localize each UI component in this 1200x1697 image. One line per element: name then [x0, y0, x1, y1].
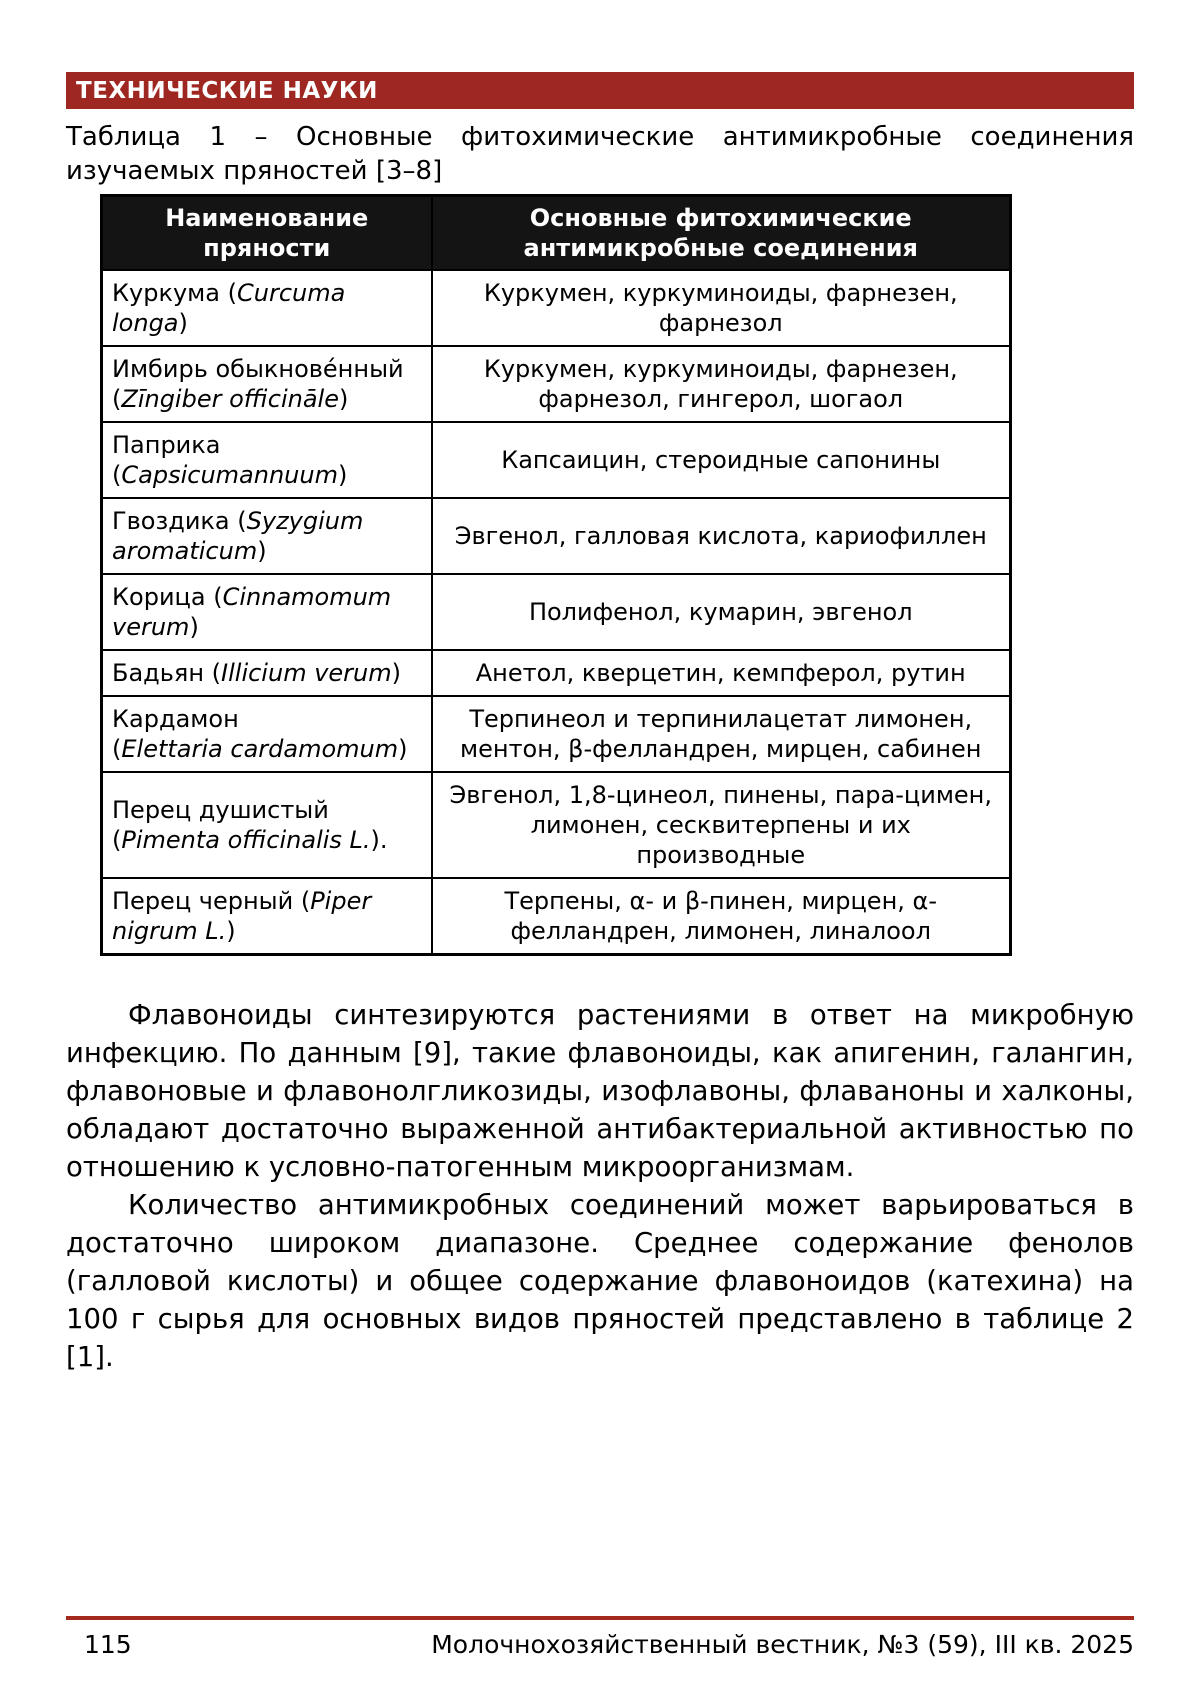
spice-name-text: Перец душистый ( [112, 796, 329, 854]
header-cell-compounds: Основные фитохимические антимикробные соединения [432, 196, 1011, 271]
paragraph-quantity: Количество антимикробных соединений может варьироваться в достаточно широком диапазоне. Среднее содержание фенолов (галловой кислоты) и общее содержание флавоноидов (катехина) на 100 г сырья для основных видов пряностей представлено в таблице 2 [1]. [66, 1189, 1134, 1373]
spice-name-text: ) [178, 309, 188, 337]
spice-name-text: ) [398, 735, 408, 763]
compounds-cell: Куркумен, куркуминоиды, фарнезен, фарнезол, гингерол, шогаол [432, 346, 1011, 422]
table-row [102, 696, 1011, 772]
compounds-cell: Терпинеол и терпинилацетат лимонен, ментон, β-фелландрен, мирцен, сабинен [432, 696, 1011, 772]
spice-name-text: Гвоздика ( [112, 507, 247, 535]
spice-latin-name: Cinnamomum verum [112, 583, 392, 641]
section-header-bar [66, 72, 1134, 109]
spice-name-cell [102, 574, 432, 650]
spice-latin-name: Illicium verum [221, 659, 392, 687]
footer-rule [66, 1616, 1134, 1620]
spice-name-cell [102, 270, 432, 346]
spice-name-cell [102, 498, 432, 574]
table-row [102, 498, 1011, 574]
spice-name-text: Имбирь обыкнове́нный ( [112, 355, 404, 413]
spice-name-cell [102, 650, 432, 696]
spice-latin-name: Syzygium aromaticum [112, 507, 364, 565]
footer [66, 1630, 1134, 1659]
journal-info: Молочнохозяйственный вестник, №3 (59), III кв. 2025 [431, 1630, 1134, 1659]
compounds-cell: Эвгенол, галловая кислота, кариофиллен [432, 498, 1011, 574]
spice-name-text: ) [189, 613, 199, 641]
spice-latin-name: Piper nigrum L. [112, 887, 372, 945]
spice-name-text: ). [370, 826, 388, 854]
compounds-cell: Анетол, кверцетин, кемпферол, рутин [432, 650, 1011, 696]
paragraph-flavonoids: Флавоноиды синтезируются растениями в ответ на микробную инфекцию. По данным [9], такие флавоноиды, как апигенин, галангин, флавоновые и флавонолгликозиды, изофлавоны, флаваноны и халконы, обладают достаточно выраженной антибактериальной активностью по отношению к условно-патогенным микроорганизмам. [66, 999, 1134, 1183]
header-cell-spice-name: Наименование пряности [102, 196, 432, 271]
spice-name-text: Перец черный ( [112, 887, 311, 915]
table-row [102, 772, 1011, 878]
table-row [102, 270, 1011, 346]
table-row [102, 346, 1011, 422]
table-row [102, 574, 1011, 650]
compounds-cell: Терпены, α- и β-пинен, мирцен, α-фелландрен, лимонен, линалоол [432, 878, 1011, 955]
spice-latin-name: Capsicumannuum [121, 461, 338, 489]
spices-table [100, 194, 1012, 956]
spice-name-text: Корица ( [112, 583, 223, 611]
spice-name-cell [102, 346, 432, 422]
table-row [102, 878, 1011, 955]
compounds-cell: Эвгенол, 1,8-цинеол, пинены, пара-цимен, лимонен, сесквитерпены и их производные [432, 772, 1011, 878]
table-row [102, 422, 1011, 498]
spice-name-text: ) [338, 385, 349, 413]
page-number: 115 [84, 1630, 132, 1659]
spice-latin-name: Elettaria cardamomum [121, 735, 399, 763]
spice-name-cell [102, 772, 432, 878]
table-row [102, 650, 1011, 696]
spice-name-text: ) [391, 659, 401, 687]
spice-name-text: Кардамон ( [112, 705, 239, 763]
table-header-row [102, 196, 1011, 271]
compounds-cell: Куркумен, куркуминоиды, фарнезен, фарнезол [432, 270, 1011, 346]
spice-name-text: Бадьян ( [112, 659, 222, 687]
table-caption: Таблица 1 – Основные фитохимические антимикробные соединения изучаемых пряностей [3–8] [66, 122, 1134, 186]
spice-name-text: ) [226, 917, 236, 945]
spice-latin-name: Pimenta officinalis L. [121, 826, 371, 854]
spice-latin-name: Curcuma longa [112, 279, 346, 337]
spice-name-text: ) [257, 537, 267, 565]
spice-name-cell [102, 422, 432, 498]
compounds-cell: Капсаицин, стероидные сапонины [432, 422, 1011, 498]
spice-name-cell [102, 696, 432, 772]
spice-name-cell [102, 878, 432, 955]
spice-name-text: Куркума ( [112, 279, 237, 307]
compounds-cell: Полифенол, кумарин, эвгенол [432, 574, 1011, 650]
section-title: ТЕХНИЧЕСКИЕ НАУКИ [76, 77, 378, 104]
body-text [66, 996, 1134, 1376]
spice-latin-name: Zīngiber officināle [121, 385, 339, 413]
spice-name-text: Паприка ( [112, 431, 221, 489]
spice-name-text: ) [337, 461, 348, 489]
